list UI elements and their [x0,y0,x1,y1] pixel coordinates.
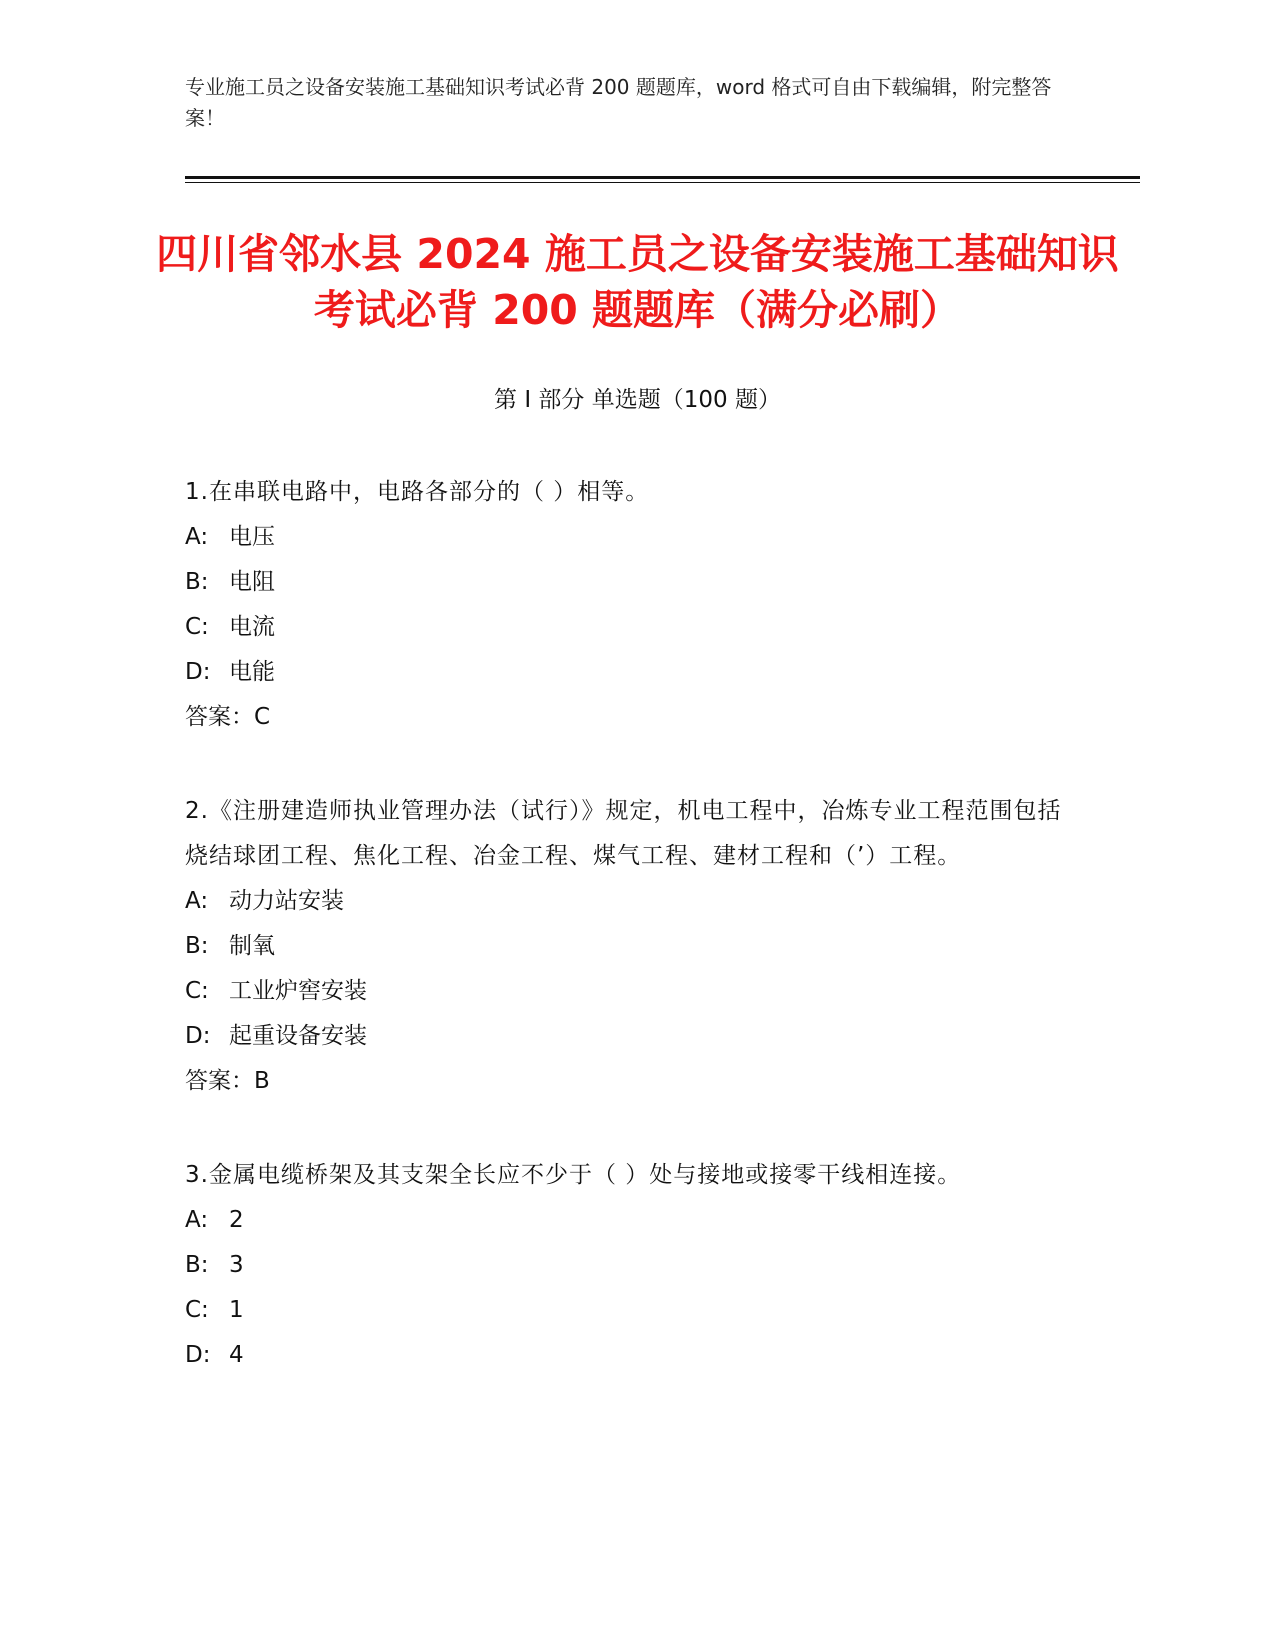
document-title: 四川省邻水县 2024 施工员之设备安装施工基础知识考试必背 200 题题库（满分必刷） [156,230,1119,334]
question-2 [185,789,1075,1104]
question-stem: 3.金属电缆桥架及其支架全长应不少于（ ）处与接地或接零干线相连接。 [185,1162,962,1188]
option-letter: C: [185,1297,209,1323]
header-rule-thick [185,176,1140,179]
option-letter: D: [185,659,211,685]
option-text: 电能 [229,659,275,685]
question-stem: 1.在串联电路中，电路各部分的（ ）相等。 [185,479,650,505]
option-text: 电流 [229,614,275,640]
option-c [185,969,1075,1014]
option-a [185,1198,1075,1243]
option-letter: C: [185,978,209,1004]
option-text: 工业炉窖安装 [229,978,367,1004]
option-letter: C: [185,614,209,640]
option-c [185,605,1075,650]
option-text: 4 [229,1342,244,1368]
option-b [185,924,1075,969]
option-letter: B: [185,1252,209,1278]
option-text: 制氧 [229,933,275,959]
option-d [185,1014,1075,1059]
option-letter: B: [185,569,209,595]
option-letter: D: [185,1342,211,1368]
question-list [185,470,1075,1427]
answer: 答案：C [185,704,271,730]
option-letter: D: [185,1023,211,1049]
option-d [185,1333,1075,1378]
option-text: 起重设备安装 [229,1023,367,1049]
option-text: 1 [229,1297,244,1323]
option-text: 电阻 [229,569,275,595]
option-b [185,560,1075,605]
option-text: 3 [229,1252,244,1278]
option-text: 2 [229,1207,244,1233]
option-letter: A: [185,888,209,914]
question-stem: 2.《注册建造师执业管理办法（试行）》规定，机电工程中，冶炼专业工程范围包括烧结球团工程、焦化工程、冶金工程、煤气工程、建材工程和（’）工程。 [185,798,1062,869]
option-c [185,1288,1075,1333]
answer: 答案：B [185,1068,270,1094]
question-3 [185,1153,1075,1378]
option-text: 动力站安装 [229,888,344,914]
option-b [185,1243,1075,1288]
option-letter: A: [185,524,209,550]
question-1 [185,470,1075,740]
option-letter: B: [185,933,209,959]
option-a [185,879,1075,924]
option-letter: A: [185,1207,209,1233]
option-text: 电压 [229,524,275,550]
option-d [185,650,1075,695]
option-a [185,515,1075,560]
header-rule-thin [185,182,1140,183]
header-note: 专业施工员之设备安装施工基础知识考试必背 200 题题库，word 格式可自由下载编辑，附完整答案！ [185,75,1052,130]
section-title: 第 I 部分 单选题（100 题） [494,387,781,413]
